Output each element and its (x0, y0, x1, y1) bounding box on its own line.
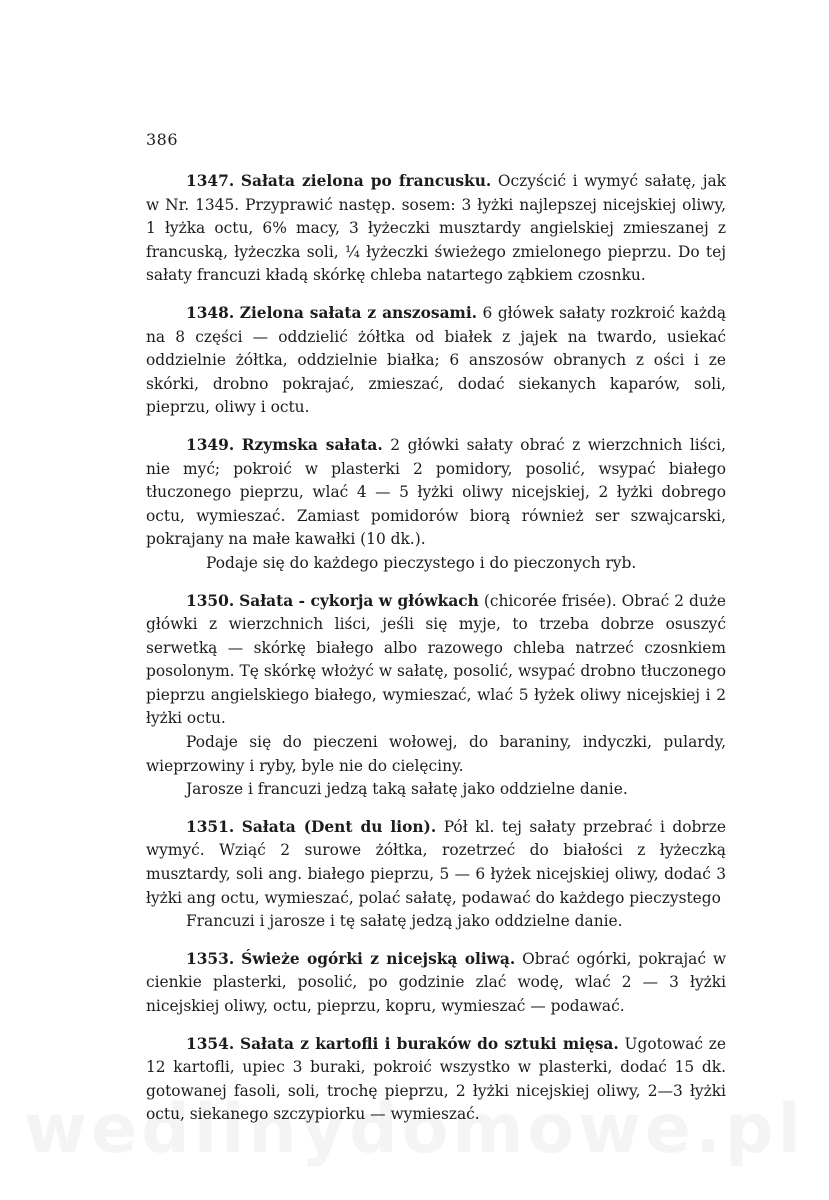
recipe-title: Sałata zielona po francusku. (240, 172, 492, 190)
recipe-title: Rzymska sałata. (241, 435, 383, 454)
recipe-title: Świeże ogórki z nicejską oliwą. (241, 949, 516, 968)
recipe-note: Podaje się do każdego pieczystego i do pieczonych ryb. (206, 553, 637, 572)
recipe-1350 (146, 590, 726, 802)
recipe-paragraph (146, 434, 726, 552)
recipe-number: 1350. (186, 591, 235, 610)
recipe-number: 1354. (186, 1034, 235, 1053)
recipe-paragraph (146, 948, 726, 1019)
recipe-body: (chicorée frisée). Obrać 2 duże główki z wierzchnich liści, jeśli się myje, to trzeba dobrze osuszyć serwetką — skórkę białego albo razowego chleba natrzeć czosnkiem posolonym. Tę skórkę włożyć w sałatę, posolić, wsypać drobno tłuczonego pieprzu angielskiego białego, wymieszać, wlać 5 łyżek oliwy nicejskiej i 2 łyżki octu. (146, 591, 726, 728)
recipe-paragraph (146, 816, 726, 910)
recipe-body: 6 główek sałaty rozkroić każdą na 8 części — oddzielić żółtka od białek z jajek na twardo, usiekać oddzielnie żółtka, oddzielnie białka; 6 anszosów obranych z ości i ze skórki, drobno pokrajać, zmieszać, dodać siekanych kaparów, soli, pieprzu, oliwy i octu. (146, 303, 726, 417)
recipe-1347 (146, 170, 726, 288)
recipe-list (146, 170, 726, 1141)
recipe-title: Zielona sałata z anszosami. (239, 303, 478, 322)
recipe-paragraph (146, 170, 726, 288)
recipe-1351 (146, 816, 726, 934)
recipe-note: Podaje się do pieczeni wołowej, do baraniny, indyczki, pulardy, wieprzowiny i ryby, byle nie do cielęciny. (146, 733, 726, 775)
page-number: 386 (146, 130, 179, 149)
recipe-note: Jarosze i francuzi jedzą taką sałatę jako oddzielne danie. (186, 780, 628, 799)
recipe-1353 (146, 948, 726, 1019)
recipe-number: 1347. (186, 172, 235, 190)
recipe-body: 2 główki sałaty obrać z wierzchnich liści, nie myć; pokroić w plasterki 2 pomidory, posolić, wsypać białego tłuczonego pieprzu, wlać 4 — 5 łyżki oliwy nicejskiej, 2 łyżki dobrego octu, wymieszać. Zamiast pomidorów biorą również ser szwajcarski, pokrajany na małe kawałki (10 dk.). (146, 435, 727, 549)
recipe-note: Francuzi i jarosze i tę sałatę jedzą jako oddzielne danie. (186, 912, 623, 931)
recipe-1348 (146, 302, 726, 420)
recipe-number: 1349. (186, 435, 235, 454)
recipe-body: Oczyścić i wymyć sałatę, jak w Nr. 1345. Przyprawić następ. sosem: 3 łyżki najlepszej nicejskiej oliwy, 1 łyżka octu, 6% macy, 3 łyżeczki musztardy angielskiej zmieszanej z francuską, łyżeczka soli, ¼ łyżeczki świeżego zmielonego pieprzu. Do tej sałaty francuzi kładą skórkę chleba natartego ząbkiem czosnku. (146, 172, 726, 285)
watermark (0, 1090, 829, 1169)
recipe-paragraph (146, 590, 726, 732)
recipe-title: Sałata - cykorja w główkach (239, 591, 479, 610)
recipe-paragraph (146, 302, 726, 420)
recipe-title: Sałata z kartofli i buraków do sztuki mięsa. (239, 1034, 619, 1053)
recipe-body: Ugotować ze 12 kartofli, upiec 3 buraki, pokroić wszystko w plasterki, dodać 15 dk. gotowanej fasoli, soli, trochę pieprzu, 2 łyżki nicejskiej oliwy, 2—3 łyżki octu, siekanego szczypiorku — wymieszać. (146, 1034, 726, 1124)
recipe-number: 1351. (186, 817, 235, 836)
recipe-1349 (146, 434, 726, 576)
recipe-title: Sałata (Dent du lion). (241, 817, 437, 836)
recipe-body: Pół kl. tej sałaty przebrać i dobrze wymyć. Wziąć 2 surowe żółtka, rozetrzeć do białości z łyżeczką musztardy, soli ang. białego pieprzu, 5 — 6 łyżek nicejskiej oliwy, dodać 3 łyżki ang octu, wymieszać, polać sałatę, podawać do każdego pieczystego (146, 817, 726, 907)
recipe-body: Obrać ogórki, pokrajać w cienkie plasterki, posolić, po godzinie zlać wodę, wlać 2 — 3 łyżki nicejskiej oliwy, octu, pieprzu, kopru, wymieszać — podawać. (146, 949, 726, 1015)
recipe-number: 1353. (186, 949, 235, 968)
recipe-number: 1348. (186, 303, 235, 322)
